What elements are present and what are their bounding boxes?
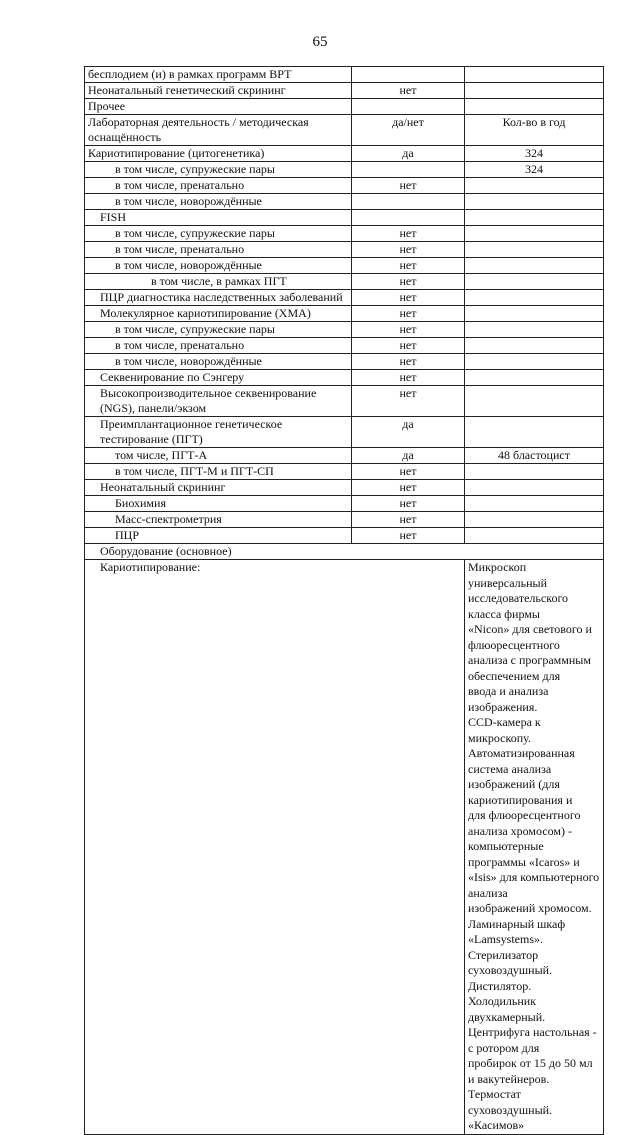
row-value: нет — [352, 258, 465, 274]
equipment-line: Дистилятор. — [468, 978, 532, 993]
table-row — [85, 370, 604, 386]
table-row — [85, 480, 604, 496]
row-value — [352, 162, 465, 178]
equipment-header: Оборудование (основное) — [85, 544, 604, 560]
row-count — [465, 178, 604, 194]
table-row — [85, 306, 604, 322]
equipment-line: анализа с программным обеспечением для — [468, 653, 591, 683]
equipment-line: ввода и анализа изображения. — [468, 684, 549, 714]
equipment-line: компьютерные программы «Icaros» и — [468, 839, 580, 869]
row-value: да — [352, 146, 465, 162]
table-body — [85, 67, 604, 544]
equipment-line: для флюоресцентного анализа хромосом) - — [468, 808, 581, 838]
row-label: бесплодием (и) в рамках программ ВРТ — [85, 67, 352, 83]
table-row — [85, 210, 604, 226]
row-count — [465, 338, 604, 354]
row-label: в том числе, пренатально — [85, 242, 352, 258]
row-label: Неонатальный скрининг — [85, 480, 352, 496]
row-count — [465, 242, 604, 258]
row-label: FISH — [85, 210, 352, 226]
row-label: в том числе, новорождённые — [85, 354, 352, 370]
table-row — [85, 194, 604, 210]
equipment-line: Стерилизатор суховоздушный. — [468, 947, 553, 977]
row-value — [352, 194, 465, 210]
row-value: нет — [352, 290, 465, 306]
row-value: нет — [352, 386, 465, 417]
table-row — [85, 242, 604, 258]
equipment-line: изображений хромосом. — [468, 901, 592, 915]
row-value: да/нет — [352, 115, 465, 146]
row-count — [465, 496, 604, 512]
row-label: Масс-спектрометрия — [85, 512, 352, 528]
row-label: в том числе, ПГТ-М и ПГТ-СП — [85, 464, 352, 480]
table-row — [85, 338, 604, 354]
row-count — [465, 99, 604, 115]
page-number: 65 — [312, 34, 328, 50]
table-row — [85, 67, 604, 83]
row-value — [352, 99, 465, 115]
row-count — [465, 274, 604, 290]
row-value: нет — [352, 528, 465, 544]
equipment-line: CCD-камера к микроскопу. — [468, 715, 541, 745]
table-row — [85, 83, 604, 99]
row-count — [465, 290, 604, 306]
row-value — [352, 210, 465, 226]
row-value: нет — [352, 354, 465, 370]
row-label: в том числе, в рамках ПГТ — [85, 274, 352, 290]
row-value — [352, 67, 465, 83]
table-row — [85, 386, 604, 417]
row-label: в том числе, новорождённые — [85, 194, 352, 210]
row-label: в том числе, пренатально — [85, 338, 352, 354]
table-row — [85, 226, 604, 242]
row-value: нет — [352, 338, 465, 354]
row-label: Неонатальный генетический скрининг — [85, 83, 352, 99]
row-label: Прочее — [85, 99, 352, 115]
equipment-line: «Nicon» для светового и флюоресцентного — [468, 622, 592, 652]
table-row — [85, 162, 604, 178]
row-value: нет — [352, 480, 465, 496]
row-label: Кариотипирование (цитогенетика) — [85, 146, 352, 162]
row-value: да — [352, 448, 465, 464]
row-count — [465, 67, 604, 83]
row-value: нет — [352, 226, 465, 242]
row-count — [465, 226, 604, 242]
row-value: нет — [352, 512, 465, 528]
row-value: нет — [352, 274, 465, 290]
table-row — [85, 322, 604, 338]
equipment-header-row — [85, 544, 604, 560]
row-count: 324 — [465, 162, 604, 178]
row-label: Биохимия — [85, 496, 352, 512]
table-row — [85, 448, 604, 464]
row-label: ПЦР диагностика наследственных заболеваний — [85, 290, 352, 306]
row-label: том числе, ПГТ-А — [85, 448, 352, 464]
row-count — [465, 464, 604, 480]
row-label: в том числе, супружеские пары — [85, 226, 352, 242]
row-count — [465, 354, 604, 370]
table-row — [85, 178, 604, 194]
row-count — [465, 83, 604, 99]
row-count — [465, 258, 604, 274]
table-row — [85, 354, 604, 370]
row-label: Молекулярное кариотипирование (ХМА) — [85, 306, 352, 322]
table-row — [85, 464, 604, 480]
table-row — [85, 496, 604, 512]
equipment-line: изображений (для кариотипирования и — [468, 777, 573, 807]
row-value: да — [352, 417, 465, 448]
equipment-line: Центрифуга настольная - с ротором для — [468, 1025, 597, 1055]
equipment-list — [465, 560, 604, 1135]
row-count — [465, 210, 604, 226]
row-count — [465, 322, 604, 338]
row-value: нет — [352, 496, 465, 512]
row-value: нет — [352, 464, 465, 480]
table-row — [85, 290, 604, 306]
equipment-line: пробирок от 15 до 50 мл и вакутейнеров. — [468, 1056, 593, 1086]
row-label: в том числе, пренатально — [85, 178, 352, 194]
row-count: 324 — [465, 146, 604, 162]
row-value: нет — [352, 306, 465, 322]
table-row — [85, 512, 604, 528]
lab-table — [84, 66, 604, 1135]
equipment-line: Микроскоп универсальный — [468, 560, 548, 590]
row-count — [465, 370, 604, 386]
row-label: в том числе, супружеские пары — [85, 322, 352, 338]
table-row — [85, 115, 604, 146]
equipment-line: Термостат суховоздушный. «Касимов» — [468, 1087, 553, 1132]
row-count — [465, 528, 604, 544]
equipment-label: Кариотипирование: — [85, 560, 465, 1135]
row-value: нет — [352, 322, 465, 338]
row-value: нет — [352, 370, 465, 386]
equipment-line: исследовательского класса фирмы — [468, 591, 569, 621]
row-count — [465, 386, 604, 417]
row-label: Секвенирование по Сэнгеру — [85, 370, 352, 386]
row-count — [465, 417, 604, 448]
table-row — [85, 274, 604, 290]
row-count: Кол-во в год — [465, 115, 604, 146]
row-count — [465, 306, 604, 322]
row-value: нет — [352, 83, 465, 99]
equipment-line: Холодильник двухкамерный. — [468, 994, 546, 1024]
row-label: в том числе, супружеские пары — [85, 162, 352, 178]
table-row — [85, 146, 604, 162]
table-row — [85, 258, 604, 274]
row-count — [465, 512, 604, 528]
table-row — [85, 528, 604, 544]
equipment-line: «Isis» для компьютерного анализа — [468, 870, 600, 900]
row-label: ПЦР — [85, 528, 352, 544]
equipment-row — [85, 560, 604, 1135]
row-label: в том числе, новорождённые — [85, 258, 352, 274]
row-label: Высокопроизводительное секвенирование (NGS), панели/экзом — [85, 386, 352, 417]
table-row — [85, 99, 604, 115]
row-count: 48 бластоцист — [465, 448, 604, 464]
row-label: Преимплантационное генетическое тестирование (ПГТ) — [85, 417, 352, 448]
equipment-line: Автоматизированная система анализа — [468, 746, 575, 776]
row-count — [465, 194, 604, 210]
row-count — [465, 480, 604, 496]
table-row — [85, 417, 604, 448]
row-value: нет — [352, 242, 465, 258]
equipment-line: Ламинарный шкаф «Lamsystems». — [468, 916, 566, 946]
row-value: нет — [352, 178, 465, 194]
row-label: Лабораторная деятельность / методическая оснащённость — [85, 115, 352, 146]
